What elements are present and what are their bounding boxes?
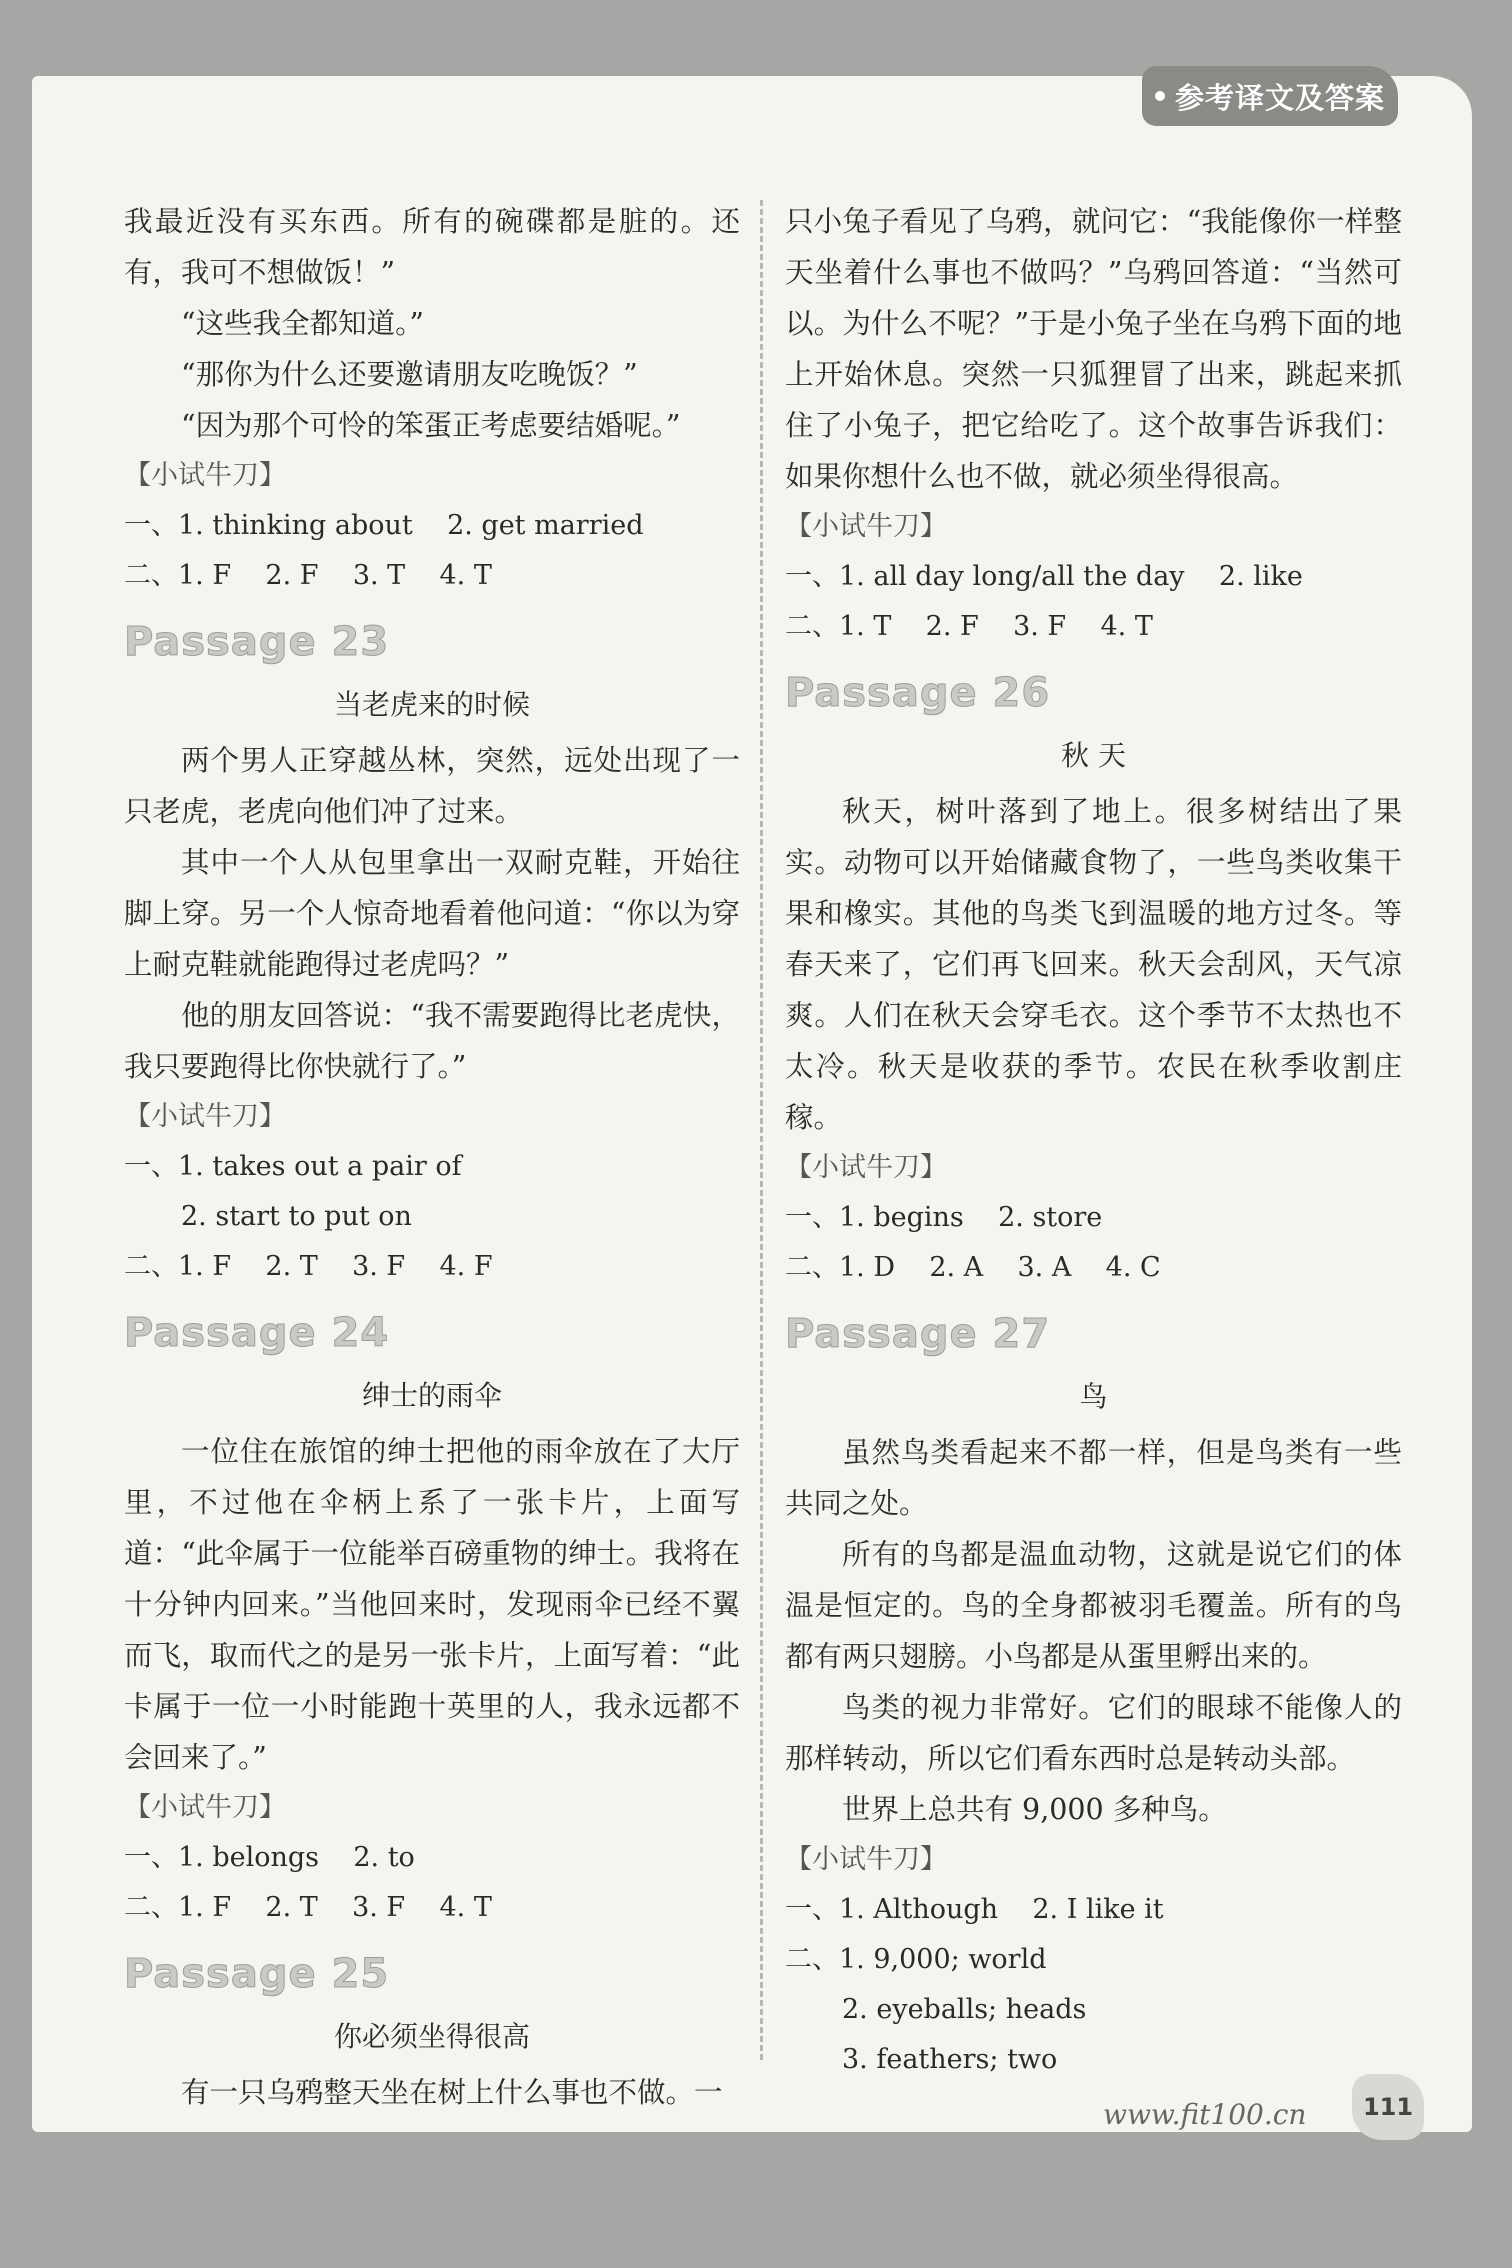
paragraph: 世界上总共有 9,000 多种鸟。 bbox=[842, 1793, 1227, 1826]
passage-title: 你必须坐得很高 bbox=[333, 2020, 530, 2053]
answer-line: 一、1. belongs 2. to bbox=[124, 1842, 415, 1873]
answer-line: 一、1. begins 2. store bbox=[785, 1202, 1103, 1233]
exercise-tag: 【小试牛刀】 bbox=[124, 460, 286, 491]
exercise-tag: 【小试牛刀】 bbox=[785, 1152, 947, 1183]
exercise-tag: 【小试牛刀】 bbox=[785, 511, 947, 542]
answer-line: 3. feathers; two bbox=[842, 2044, 1058, 2075]
answer-line: 二、1. F 2. T 3. F 4. F bbox=[124, 1251, 493, 1282]
bullet-dot-icon bbox=[1155, 91, 1165, 101]
passage-title: 绅士的雨伞 bbox=[361, 1379, 502, 1412]
paragraph: 秋天，树叶落到了地上。很多树结出了果实。动物可以开始储藏食物了，一些鸟类收集干果和橡实。其他的鸟类飞到温暖的地方过冬。等春天来了，它们再飞回来。秋天会刮风，天气凉爽。人们在秋天会穿毛衣。这个季节不太热也不太冷。秋天是收获的季节。农民在秋季收割庄稼。 bbox=[785, 795, 1402, 1134]
paragraph: 所有的鸟都是温血动物，这就是说它们的体温是恒定的。鸟的全身都被羽毛覆盖。所有的鸟都有两只翅膀。小鸟都是从蛋里孵出来的。 bbox=[785, 1538, 1402, 1673]
paragraph: 他的朋友回答说：“我不需要跑得比老虎快，我只要跑得比你快就行了。” bbox=[124, 999, 740, 1083]
paragraph: 只小兔子看见了乌鸦，就问它：“我能像你一样整天坐着什么事也不做吗？”乌鸦回答道：“当然可以。为什么不呢？”于是小兔子坐在乌鸦下面的地上开始休息。突然一只狐狸冒了出来，跳起来抓住了小兔子，把它给吃了。这个故事告诉我们：如果你想什么也不做，就必须坐得很高。 bbox=[785, 205, 1402, 493]
exercise-tag: 【小试牛刀】 bbox=[785, 1844, 947, 1875]
paragraph: 有一只乌鸦整天坐在树上什么事也不做。一 bbox=[181, 2076, 723, 2109]
answer-line: 一、1. takes out a pair of bbox=[124, 1151, 462, 1182]
paragraph: “那你为什么还要邀请朋友吃晚饭？” bbox=[181, 358, 638, 391]
answer-line: 一、1. all day long/all the day 2. like bbox=[785, 561, 1303, 592]
answer-line: 一、1. thinking about 2. get married bbox=[124, 510, 644, 541]
right-column bbox=[785, 196, 1402, 2085]
paragraph: 两个男人正穿越丛林，突然，远处出现了一只老虎，老虎向他们冲了过来。 bbox=[124, 744, 740, 828]
paragraph: 其中一个人从包里拿出一双耐克鞋，开始往脚上穿。另一个人惊奇地看着他问道：“你以为穿上耐克鞋就能跑得过老虎吗？” bbox=[124, 846, 740, 981]
section-header-tab bbox=[1142, 66, 1398, 126]
footer-url: www.fit100.cn bbox=[1103, 2098, 1307, 2131]
column-divider bbox=[760, 200, 763, 2060]
answer-line: 一、1. Although 2. I like it bbox=[785, 1894, 1164, 1925]
passage-title: 秋 天 bbox=[1061, 739, 1126, 772]
passage-heading: Passage 24 bbox=[124, 1310, 390, 1356]
section-header-label: 参考译文及答案 bbox=[1174, 80, 1385, 115]
exercise-tag: 【小试牛刀】 bbox=[124, 1101, 286, 1132]
paragraph: 虽然鸟类看起来不都一样，但是鸟类有一些共同之处。 bbox=[785, 1436, 1402, 1520]
paragraph: 一位住在旅馆的绅士把他的雨伞放在了大厅里，不过他在伞柄上系了一张卡片，上面写道：“此伞属于一位能举百磅重物的绅士。我将在十分钟内回来。”当他回来时，发现雨伞已经不翼而飞，取而代之的是另一张卡片，上面写着：“此卡属于一位一小时能跑十英里的人，我永远都不会回来了。” bbox=[124, 1435, 740, 1774]
paragraph: “因为那个可怜的笨蛋正考虑要结婚呢。” bbox=[181, 409, 681, 442]
answer-line: 2. eyeballs; heads bbox=[842, 1994, 1087, 2025]
answer-line: 二、1. F 2. T 3. F 4. T bbox=[124, 1892, 492, 1923]
paragraph: 我最近没有买东西。所有的碗碟都是脏的。还有，我可不想做饭！” bbox=[124, 205, 740, 289]
paragraph: “这些我全都知道。” bbox=[181, 307, 424, 340]
answer-line: 二、1. 9,000; world bbox=[785, 1944, 1047, 1975]
page-number: 111 bbox=[1352, 2074, 1424, 2140]
answer-line: 2. start to put on bbox=[181, 1201, 412, 1232]
paragraph: 鸟类的视力非常好。它们的眼球不能像人的那样转动，所以它们看东西时总是转动头部。 bbox=[785, 1691, 1402, 1775]
answer-line: 二、1. F 2. F 3. T 4. T bbox=[124, 560, 492, 591]
exercise-tag: 【小试牛刀】 bbox=[124, 1792, 286, 1823]
passage-heading: Passage 27 bbox=[785, 1311, 1051, 1357]
left-column bbox=[124, 196, 740, 2118]
answer-line: 二、1. D 2. A 3. A 4. C bbox=[785, 1252, 1161, 1283]
passage-title: 当老虎来的时候 bbox=[333, 688, 530, 721]
passage-title: 鸟 bbox=[1079, 1380, 1108, 1413]
passage-heading: Passage 25 bbox=[124, 1951, 390, 1997]
passage-heading: Passage 26 bbox=[785, 670, 1051, 716]
passage-heading: Passage 23 bbox=[124, 619, 390, 665]
answer-line: 二、1. T 2. F 3. F 4. T bbox=[785, 611, 1153, 642]
